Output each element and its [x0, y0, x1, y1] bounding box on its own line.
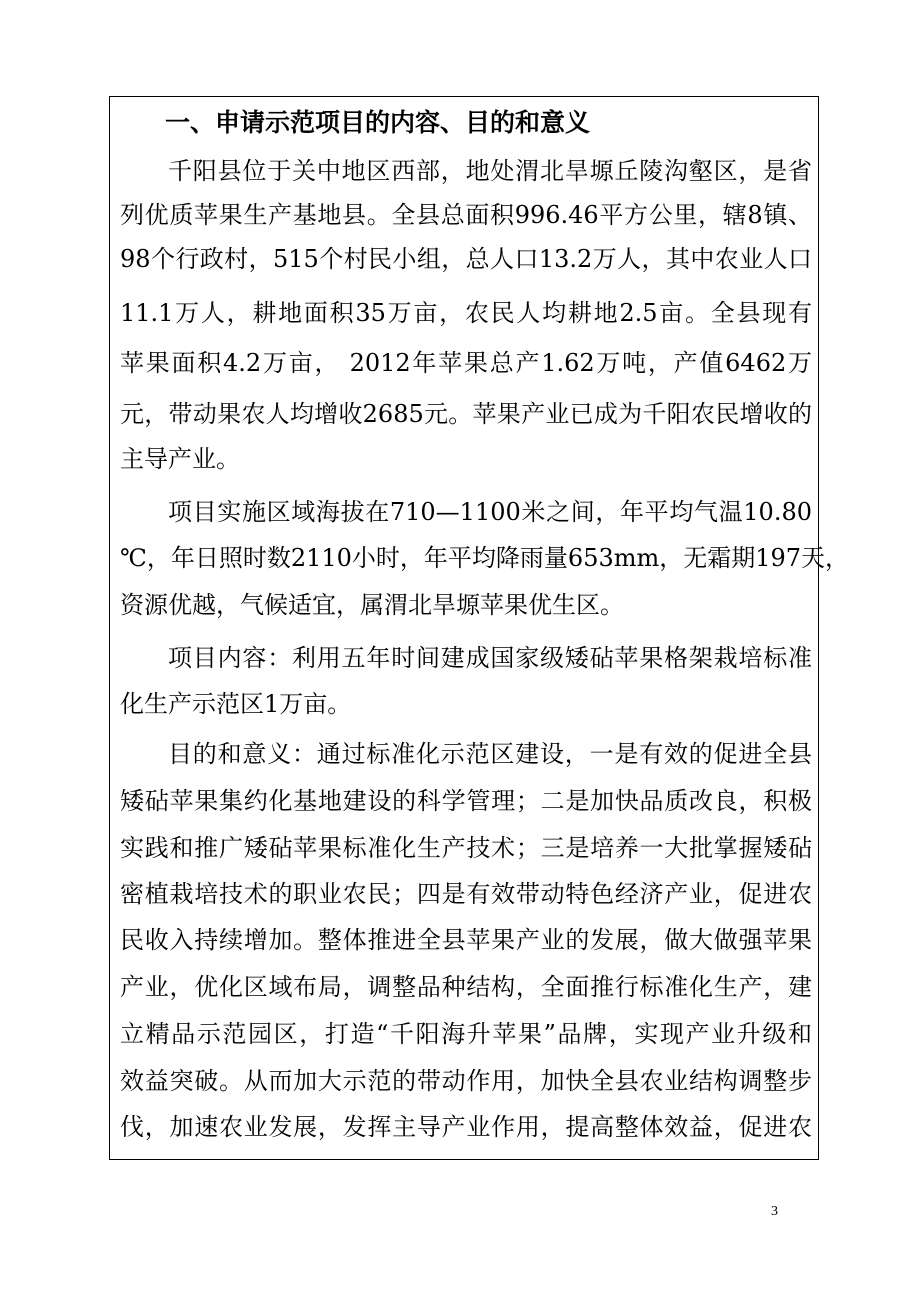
paragraph-line: 化生产示范区1万亩。 — [120, 690, 352, 718]
paragraph-line: 项目实施区域海拔在710—1100米之间，年平均气温10.80 — [168, 498, 812, 526]
section-heading: 一、申请示范项目的内容、目的和意义 — [165, 108, 591, 137]
paragraph-line: ℃，年日照时数2110小时，年平均降雨量653mm，无霜期197天， — [120, 544, 850, 572]
paragraph-line: 目的和意义：通过标准化示范区建设，一是有效的促进全县 — [168, 740, 812, 768]
paragraph-line: 列优质苹果生产基地县。全县总面积996.46平方公里，辖8镇、 — [120, 201, 812, 229]
paragraph-line: 民收入持续增加。整体推进全县苹果产业的发展，做大做强苹果 — [120, 926, 812, 954]
paragraph-line: 11.1万人，耕地面积35万亩，农民人均耕地2.5亩。全县现有 — [120, 299, 812, 327]
paragraph-line: 产业，优化区域布局，调整品种结构，全面推行标准化生产，建 — [120, 973, 812, 1001]
paragraph-line: 项目内容：利用五年时间建成国家级矮砧苹果格架栽培标准 — [168, 644, 812, 672]
page-number: 3 — [771, 1204, 778, 1219]
paragraph-line: 苹果面积4.2万亩， 2012年苹果总产1.62万吨，产值6462万 — [120, 349, 812, 377]
paragraph-line: 千阳县位于关中地区西部，地处渭北旱塬丘陵沟壑区，是省 — [168, 157, 812, 185]
paragraph-line: 效益突破。从而加大示范的带动作用，加快全县农业结构调整步 — [120, 1067, 812, 1095]
paragraph-line: 资源优越，气候适宜，属渭北旱塬苹果优生区。 — [120, 591, 624, 619]
paragraph-line: 矮砧苹果集约化基地建设的科学管理；二是加快品质改良，积极 — [120, 787, 812, 815]
paragraph-line: 立精品示范园区，打造“千阳海升苹果”品牌，实现产业升级和 — [120, 1020, 812, 1048]
paragraph-line: 主导产业。 — [120, 445, 240, 473]
paragraph-line: 98个行政村，515个村民小组，总人口13.2万人，其中农业人口 — [120, 245, 812, 273]
paragraph-line: 实践和推广矮砧苹果标准化生产技术；三是培养一大批掌握矮砧 — [120, 834, 812, 862]
paragraph-line: 伐，加速农业发展，发挥主导产业作用，提高整体效益，促进农 — [120, 1113, 812, 1141]
paragraph-line: 元，带动果农人均增收2685元。苹果产业已成为千阳农民增收的 — [120, 400, 812, 428]
paragraph-line: 密植栽培技术的职业农民；四是有效带动特色经济产业，促进农 — [120, 880, 812, 908]
